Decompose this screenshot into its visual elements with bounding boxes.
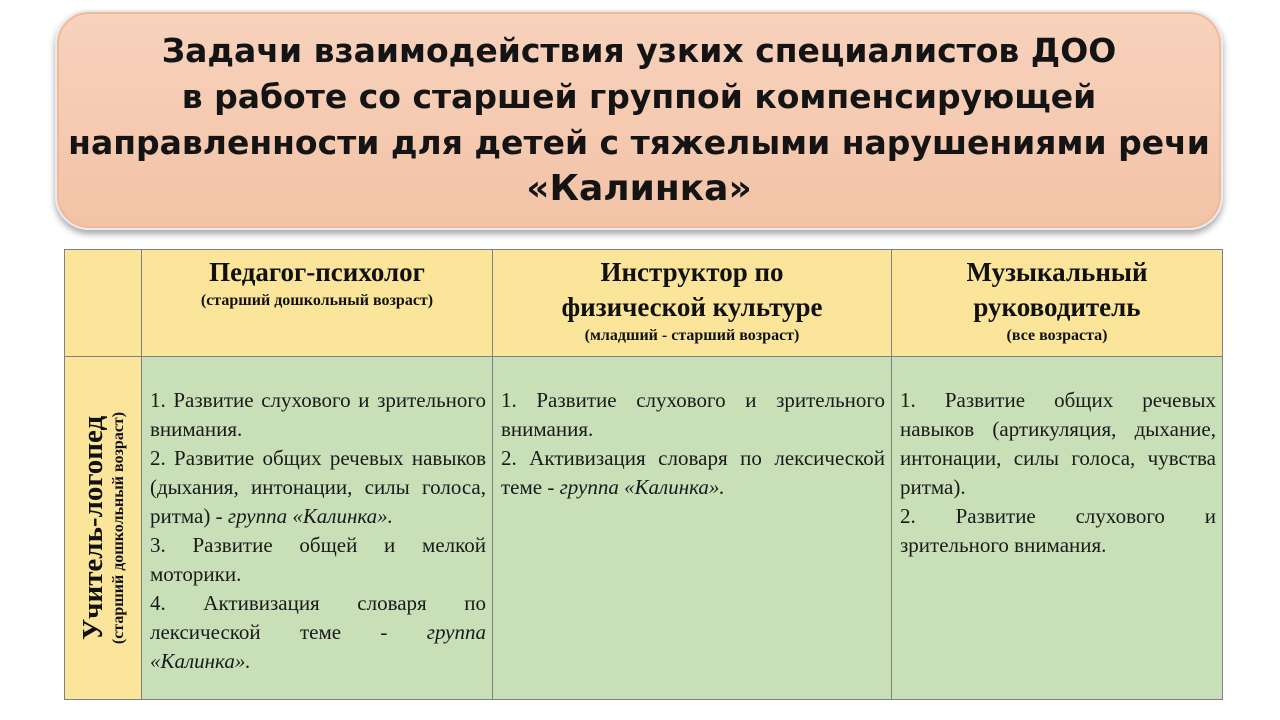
column-subtitle: (старший дошкольный возраст) — [200, 292, 434, 309]
task-item: 1. Развитие общих речевых навыков (артикуляция, дыхание, интонации, силы голоса, чувства ритма). — [900, 388, 1216, 499]
task-list — [142, 357, 492, 676]
column-title — [493, 250, 891, 325]
group-note: группа «Калинка». — [559, 475, 725, 499]
column-title-line-1: Инструктор по — [600, 257, 784, 287]
title-banner — [55, 10, 1223, 230]
speech-therapist-row — [65, 357, 1223, 700]
task-item: 3. Развитие общей и мелкой моторики. — [150, 533, 486, 586]
column-subtitle: (младший - старший возраст) — [584, 327, 800, 344]
column-title-line-1: Музыкальный — [966, 257, 1148, 287]
title-line-4: «Калинка» — [526, 168, 752, 209]
column-header-psychologist — [142, 250, 493, 357]
task-list — [892, 357, 1222, 560]
row-header-rotated — [77, 363, 129, 693]
cell-psychologist-tasks — [142, 357, 493, 700]
task-item: 2. Развитие слухового и зрительного внимания. — [900, 504, 1216, 557]
specialists-table — [64, 249, 1223, 700]
task-item: 2. Развитие общих речевых навыков (дыхания, интонации, силы голоса, ритма) - группа «Калинка». — [150, 446, 486, 528]
row-header-wrap — [65, 357, 141, 699]
cell-physical-instructor-tasks — [493, 357, 892, 700]
column-title — [892, 250, 1222, 325]
group-note: группа «Калинка». — [227, 504, 393, 528]
task-item: 1. Развитие слухового и зрительного внимания. — [501, 388, 885, 441]
column-header-music-director — [892, 250, 1223, 357]
title-line-2: в работе со старшей группой компенсирующей — [181, 77, 1097, 116]
header-row — [65, 250, 1223, 357]
row-header-speech-therapist — [65, 357, 142, 700]
row-header-title: Учитель-логопед — [77, 415, 109, 641]
row-header-subtitle: (старший дошкольный возраст) — [110, 411, 127, 645]
column-title-line-2: руководитель — [973, 292, 1141, 322]
task-list — [493, 357, 891, 502]
group-note: группа «Калинка». — [150, 620, 486, 673]
cell-music-director-tasks — [892, 357, 1223, 700]
title-line-1: Задачи взаимодействия узких специалистов ДОО — [161, 31, 1117, 70]
column-title-line-2: физической культуре — [561, 292, 823, 322]
column-header-physical-instructor — [493, 250, 892, 357]
title-line-3: направленности для детей с тяжелыми нарушениями речи — [68, 123, 1210, 162]
column-subtitle: (все возраста) — [1006, 327, 1108, 344]
task-item: 1. Развитие слухового и зрительного внимания. — [150, 388, 486, 441]
task-item: 2. Активизация словаря по лексической теме - группа «Калинка». — [501, 446, 885, 499]
column-title: Педагог-психолог — [209, 257, 425, 287]
corner-cell — [65, 250, 142, 357]
task-item: 4. Активизация словаря по лексической теме - группа «Калинка». — [150, 591, 486, 673]
